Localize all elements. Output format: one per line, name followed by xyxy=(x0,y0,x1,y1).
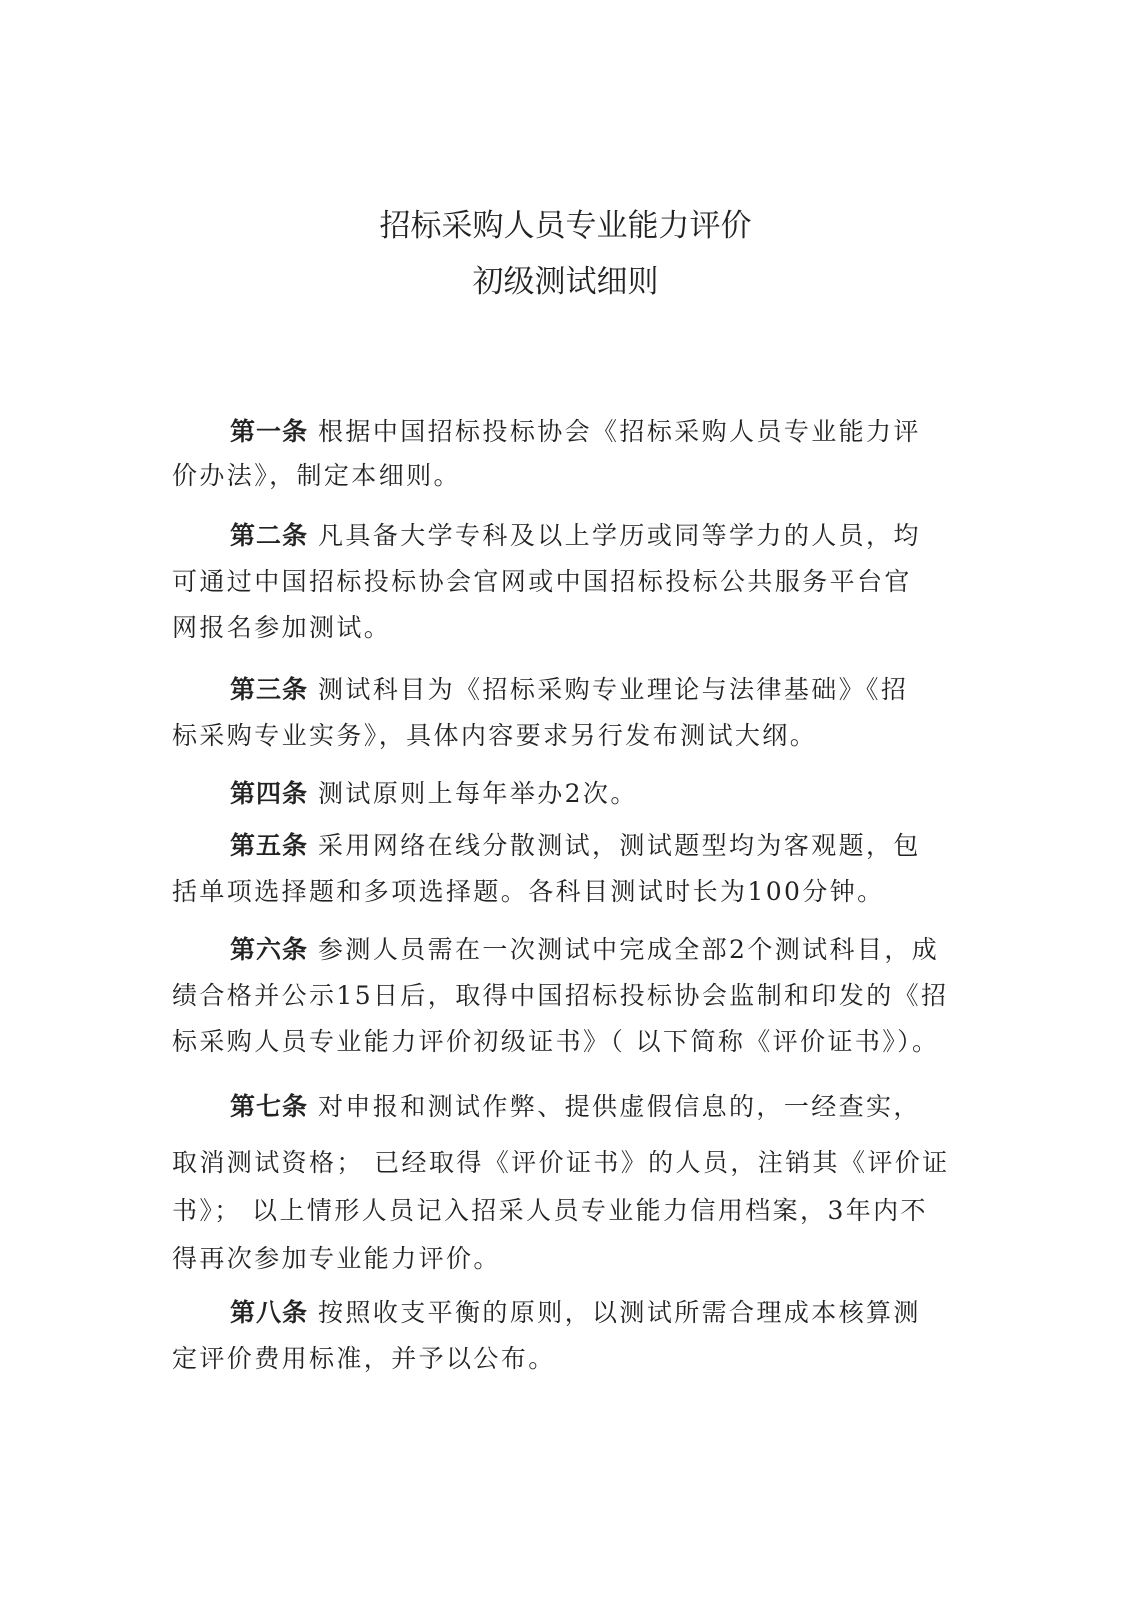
title-line-2: 初级测试细则 xyxy=(472,264,659,300)
article-text-line: 括单项选择题和多项选择题。各科目测试时长为100分钟。 xyxy=(172,877,885,906)
article-text-line: 绩合格并公示15日后，取得中国招标投标协会监制和印发的《招 xyxy=(172,981,949,1010)
article-text-line: 参测人员需在一次测试中完成全部2个测试科目，成 xyxy=(318,935,940,964)
article-3 xyxy=(172,667,960,759)
article-text-line: 按照收支平衡的原则，以测试所需合理成本核算测 xyxy=(318,1298,921,1327)
article-text-line: 对申报和测试作弊、提供虚假信息的，一经查实， xyxy=(318,1092,921,1121)
article-label: 第三条 xyxy=(230,675,309,704)
article-4 xyxy=(172,771,960,817)
article-label: 第五条 xyxy=(230,831,309,860)
article-text-line: 根据中国招标投标协会《招标采购人员专业能力评 xyxy=(318,417,921,446)
article-text-line: 定评价费用标准，并予以公布。 xyxy=(172,1344,556,1373)
article-label: 第二条 xyxy=(230,521,309,550)
article-label: 第八条 xyxy=(230,1298,309,1327)
article-text-line: 书》； 以上情形人员记入招采人员专业能力信用档案，3年内不 xyxy=(172,1196,928,1225)
title-line-1: 招标采购人员专业能力评价 xyxy=(379,208,752,244)
article-7 xyxy=(172,1083,960,1283)
article-text-line: 测试科目为《招标采购专业理论与法律基础》《招 xyxy=(318,675,909,704)
article-label: 第七条 xyxy=(230,1092,309,1121)
article-text-line: 网报名参加测试。 xyxy=(172,613,392,642)
article-text-line: 采用网络在线分散测试，测试题型均为客观题，包 xyxy=(318,831,921,860)
article-text-line: 可通过中国招标投标协会官网或中国招标投标公共服务平台官 xyxy=(172,567,912,596)
article-text-line: 测试原则上每年举办2次。 xyxy=(318,779,638,808)
document-title xyxy=(0,198,1131,310)
article-text-line: 标采购专业实务》，具体内容要求另行发布测试大纲。 xyxy=(172,721,818,750)
article-5 xyxy=(172,823,960,915)
article-label: 第一条 xyxy=(230,417,309,446)
article-6 xyxy=(172,927,960,1065)
article-2 xyxy=(172,513,960,651)
article-text-line: 凡具备大学专科及以上学历或同等学力的人员，均 xyxy=(318,521,921,550)
article-1 xyxy=(172,410,960,498)
article-label: 第四条 xyxy=(230,779,309,808)
article-label: 第六条 xyxy=(230,935,309,964)
article-text-line: 取消测试资格； 已经取得《评价证书》的人员，注销其《评价证 xyxy=(172,1148,950,1177)
article-text-line: 价办法》，制定本细则。 xyxy=(172,461,461,490)
article-text-line: 标采购人员专业能力评价初级证书》（ 以下简称《评价证书》）。 xyxy=(172,1027,940,1056)
article-text-line: 得再次参加专业能力评价。 xyxy=(172,1244,501,1273)
article-8 xyxy=(172,1290,960,1382)
